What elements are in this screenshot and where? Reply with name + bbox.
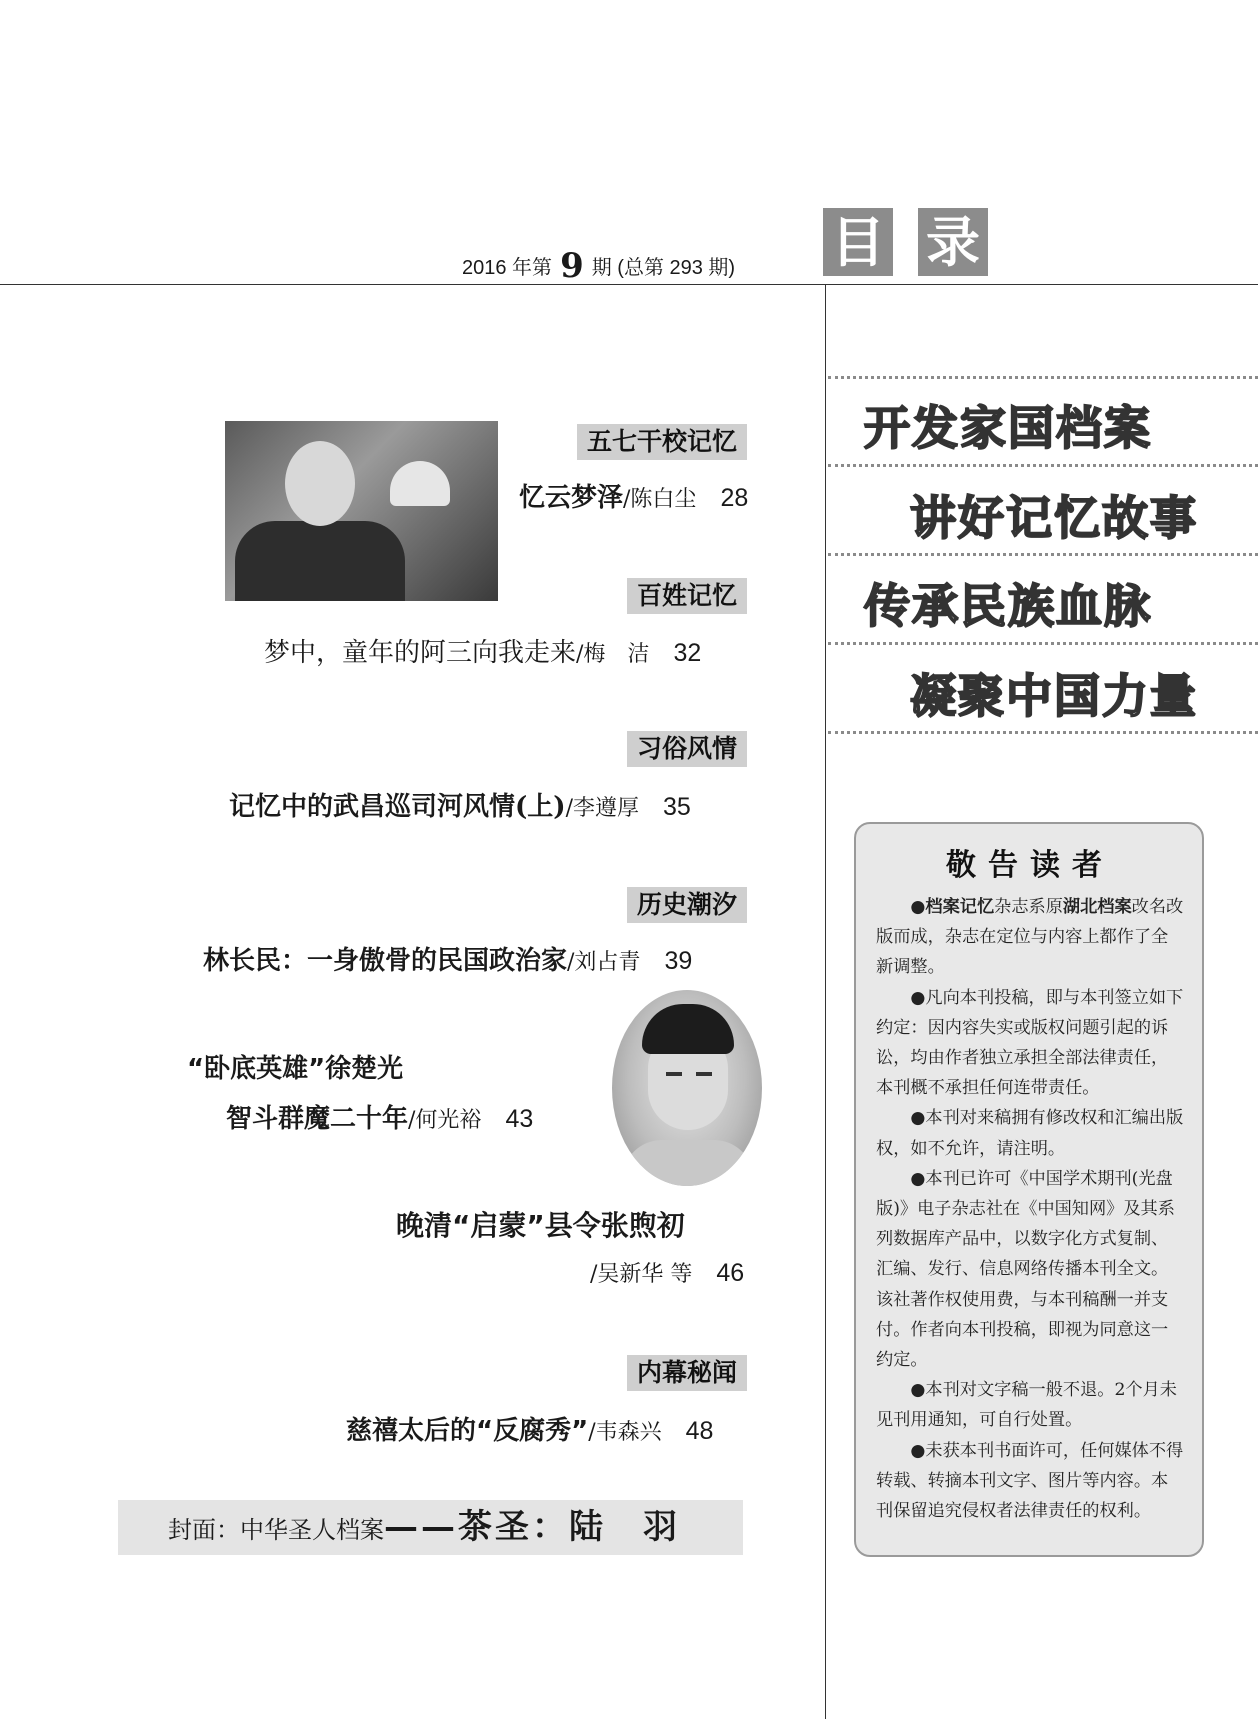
notice-box: [854, 822, 1204, 1557]
entry-page: 48: [685, 1417, 714, 1445]
entry-author: /陈白尘: [623, 487, 697, 512]
entry-author: /何光裕: [408, 1108, 482, 1133]
entry-author: /李遵厚: [565, 796, 640, 821]
entry-title: 慈禧太后的“反腐秀”: [346, 1416, 589, 1446]
entry-author: /韦森兴: [588, 1420, 662, 1445]
notice-paragraph: ●本刊对来稿拥有修改权和汇编出版权，如不允许，请注明。: [876, 1108, 1184, 1159]
issue-line: [462, 246, 735, 286]
slogan-2: 讲好记忆故事: [910, 491, 1198, 545]
notice-paragraph: ●本刊已许可《中国学术期刊(光盘版)》电子杂志社在《中国知网》及其系列数据库产品中，以数字化方式复制、汇编、发行、信息网络传播本刊全文。该社著作权使用费，与本刊稿酬一并支付。作者向本刊投稿，即视为同意这一约定。: [876, 1168, 1175, 1371]
slogan-divider: [828, 731, 1258, 734]
entry-page: 28: [720, 484, 749, 512]
entry-title: 梦中，童年的阿三向我走来: [264, 638, 577, 668]
entry-title: 林长民：一身傲骨的民国政治家: [203, 946, 568, 976]
cover-title: 茶圣：陆 羽: [458, 1507, 680, 1547]
entry-page: 39: [664, 947, 693, 975]
header-rule: [0, 284, 1258, 285]
entry-title: 忆云梦泽: [519, 483, 624, 513]
slogan-divider: [828, 464, 1258, 467]
entry-author: /梅 洁: [576, 642, 650, 667]
section-label: 习俗风情: [627, 731, 747, 767]
entry-title: 记忆中的武昌巡司河风情(上): [229, 792, 566, 822]
toc-entry[interactable]: [203, 940, 692, 977]
toc-title-char-1: 目: [823, 208, 893, 276]
section-label: 内幕秘闻: [627, 1355, 747, 1391]
notice-paragraph: ●凡向本刊投稿，即与本刊签立如下约定：因内容失实或版权问题引起的诉讼，均由作者独立承担全部法律责任，本刊概不承担任何连带责任。: [876, 987, 1184, 1099]
toc-entry[interactable]: [226, 1098, 533, 1135]
issue-year-prefix: 2016 年第: [462, 257, 553, 279]
toc-entry[interactable]: [229, 786, 691, 823]
slogan-4: 凝聚中国力量: [910, 669, 1198, 723]
toc-entry[interactable]: [519, 477, 748, 514]
issue-number: 9: [560, 246, 584, 286]
section-label: 历史潮汐: [627, 887, 747, 923]
entry-author: /吴新华 等: [590, 1262, 693, 1287]
entry-page: 46: [716, 1259, 745, 1287]
notice-paragraph: ●未获本刊书面许可，任何媒体不得转载、转摘本刊文字、图片等内容。本刊保留追究侵权者法律责任的权利。: [876, 1440, 1184, 1522]
toc-entry[interactable]: [590, 1257, 744, 1288]
toc-entry-title-line: [187, 1048, 403, 1085]
slogan-divider: [828, 553, 1258, 556]
slogan-divider: [828, 376, 1258, 379]
notice-heading: 敬告读者: [946, 848, 1114, 883]
issue-suffix: 期 (总第 293 期): [591, 257, 736, 279]
section-label: 五七干校记忆: [577, 424, 747, 460]
entry-page: 35: [663, 793, 691, 821]
entry-title: 晚清“启蒙”县令张煦初: [396, 1209, 685, 1242]
notice-bold: ●档案记忆: [910, 897, 995, 917]
toc-title-char-2: 录: [918, 208, 988, 276]
toc-entry[interactable]: [264, 632, 701, 669]
toc-entry-title-line: [396, 1204, 685, 1244]
section-label: 百姓记忆: [627, 578, 747, 614]
slogan-3: 传承民族血脉: [864, 579, 1152, 633]
photo-young-man-portrait: [612, 990, 762, 1186]
entry-author: /刘占青: [567, 950, 641, 975]
notice-bold: 湖北档案: [1062, 897, 1132, 917]
cover-dash: ——: [384, 1507, 458, 1547]
column-divider: [825, 284, 826, 1719]
cover-caption: [118, 1500, 743, 1555]
entry-page: 43: [505, 1105, 534, 1133]
entry-page: 32: [673, 639, 702, 667]
notice-paragraph: ●档案记忆杂志系原湖北档案改名改版而成，杂志在定位与内容上都作了全新调整。: [876, 897, 1184, 978]
photo-elderly-man: [225, 421, 498, 601]
slogan-divider: [828, 642, 1258, 645]
entry-title-line-1: “卧底英雄”徐楚光: [187, 1054, 404, 1084]
entry-title: 智斗群魔二十年: [226, 1104, 409, 1134]
toc-entry[interactable]: [346, 1410, 713, 1447]
slogan-1: 开发家国档案: [864, 401, 1152, 455]
cover-label: 封面：中华圣人档案: [168, 1516, 384, 1544]
notice-paragraph: ●本刊对文字稿一般不退。2个月未见刊用通知，可自行处置。: [876, 1380, 1177, 1431]
